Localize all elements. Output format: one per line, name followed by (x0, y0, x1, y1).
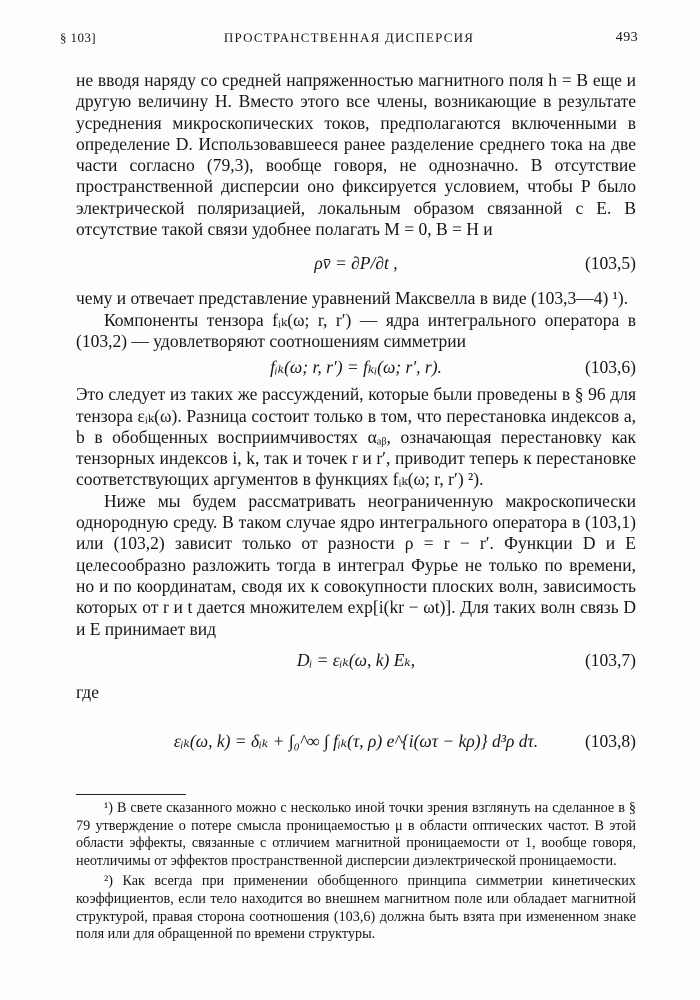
running-title: ПРОСТРАНСТВЕННАЯ ДИСПЕРСИЯ (223, 30, 475, 45)
equation-formula: Dᵢ = εᵢₖ(ω, k) Eₖ, (296, 649, 416, 670)
equation-number: (103,6) (584, 357, 636, 378)
paragraph-4: Это следует из таких же рассуждений, которые были проведены в § 96 для тензора εᵢₖ(ω). Разница состоит только в том, что перестановка индексов a, b в обобщенных восприимчивостях αₐᵦ, означающая перестановку как тензорных индексов i, k, так и точек r и r′, приводит теперь к перестановке соответствующих аргументов в функциях fᵢₖ(ω; r, r′) ²). (76, 384, 636, 490)
main-text (76, 70, 636, 779)
footnotes (76, 800, 636, 944)
equation-103-7 (76, 644, 636, 678)
equation-number: (103,8) (584, 731, 636, 752)
equation-number: (103,7) (584, 649, 636, 670)
footnote-2: ²) Как всегда при применении обобщенного принципа симметрии кинетических коэффициентов, если тело находится во внешнем магнитном поле или обладает магнитной структурой, правая сторона соотношения (103,6) должна быть взята при измененном знаке поля или для обращенной по времени структуры. (76, 873, 636, 943)
equation-103-8 (76, 709, 636, 773)
page-number: 493 (615, 30, 638, 45)
equation-formula: εᵢₖ(ω, k) = δᵢₖ + ∫₀^∞ ∫ fᵢₖ(τ, ρ) e^{i(ωτ − kρ)} d³ρ dτ. (173, 731, 539, 752)
section-marker: § 103] (60, 30, 96, 45)
footnote-1: ¹) В свете сказанного можно с несколько иной точки зрения взглянуть на сделанное в § 79 утверждение о потере смысла проницаемостью μ в области оптических частот. В этой области эффекты, связанные с отличием магнитной проницаемости от 1, вообще говоря, неотличимы от эффектов пространственной дисперсии диэлектрической проницаемости. (76, 800, 636, 869)
paragraph-5: Ниже мы будем рассматривать неограниченную макроскопически однородную среду. В таком случае ядро интегрального оператора в (103,1) или (103,2) зависит только от разности ρ = r − r′. Функции D и E целесообразно разложить тогда в интеграл Фурье не только по времени, но и по координатам, сводя их к совокупности плоских волн, зависимость которых от r и t дается множителем exp[i(kr − ωt)]. Для таких волн связь D и E принимает вид (76, 490, 636, 639)
equation-formula: ρv̄ = ∂P/∂t , (314, 253, 398, 274)
paragraph-3: Компоненты тензора fᵢₖ(ω; r, r′) — ядра интегрального оператора в (103,2) — удовлетворяют соотношениям симметрии (76, 309, 636, 351)
equation-103-6 (76, 354, 636, 382)
paragraph-1: не вводя наряду со средней напряженностью магнитного поля h = B еще и другую величину H. Вместо этого все члены, возникающие в результате усреднения микроскопических токов, предполагаются включенными в определение D. Использовавшееся ранее разделение среднего тока на две части согласно (79,3), вообще говоря, не однозначно. В отсутствие пространственной дисперсии оно фиксируется условием, чтобы P было электрической поляризацией, локальным образом связанной с E. В отсутствие такой связи удобнее полагать M = 0, B = H и (76, 70, 636, 240)
paragraph-6: где (76, 681, 99, 702)
equation-formula: fᵢₖ(ω; r, r′) = fₖᵢ(ω; r′, r). (270, 357, 442, 378)
paragraph-2: чему и отвечает представление уравнений Максвелла в виде (103,3—4) ¹). (76, 288, 629, 309)
equation-103-5 (76, 244, 636, 284)
equation-number: (103,5) (584, 253, 636, 274)
page-header (60, 30, 638, 50)
footnote-divider (76, 794, 186, 795)
